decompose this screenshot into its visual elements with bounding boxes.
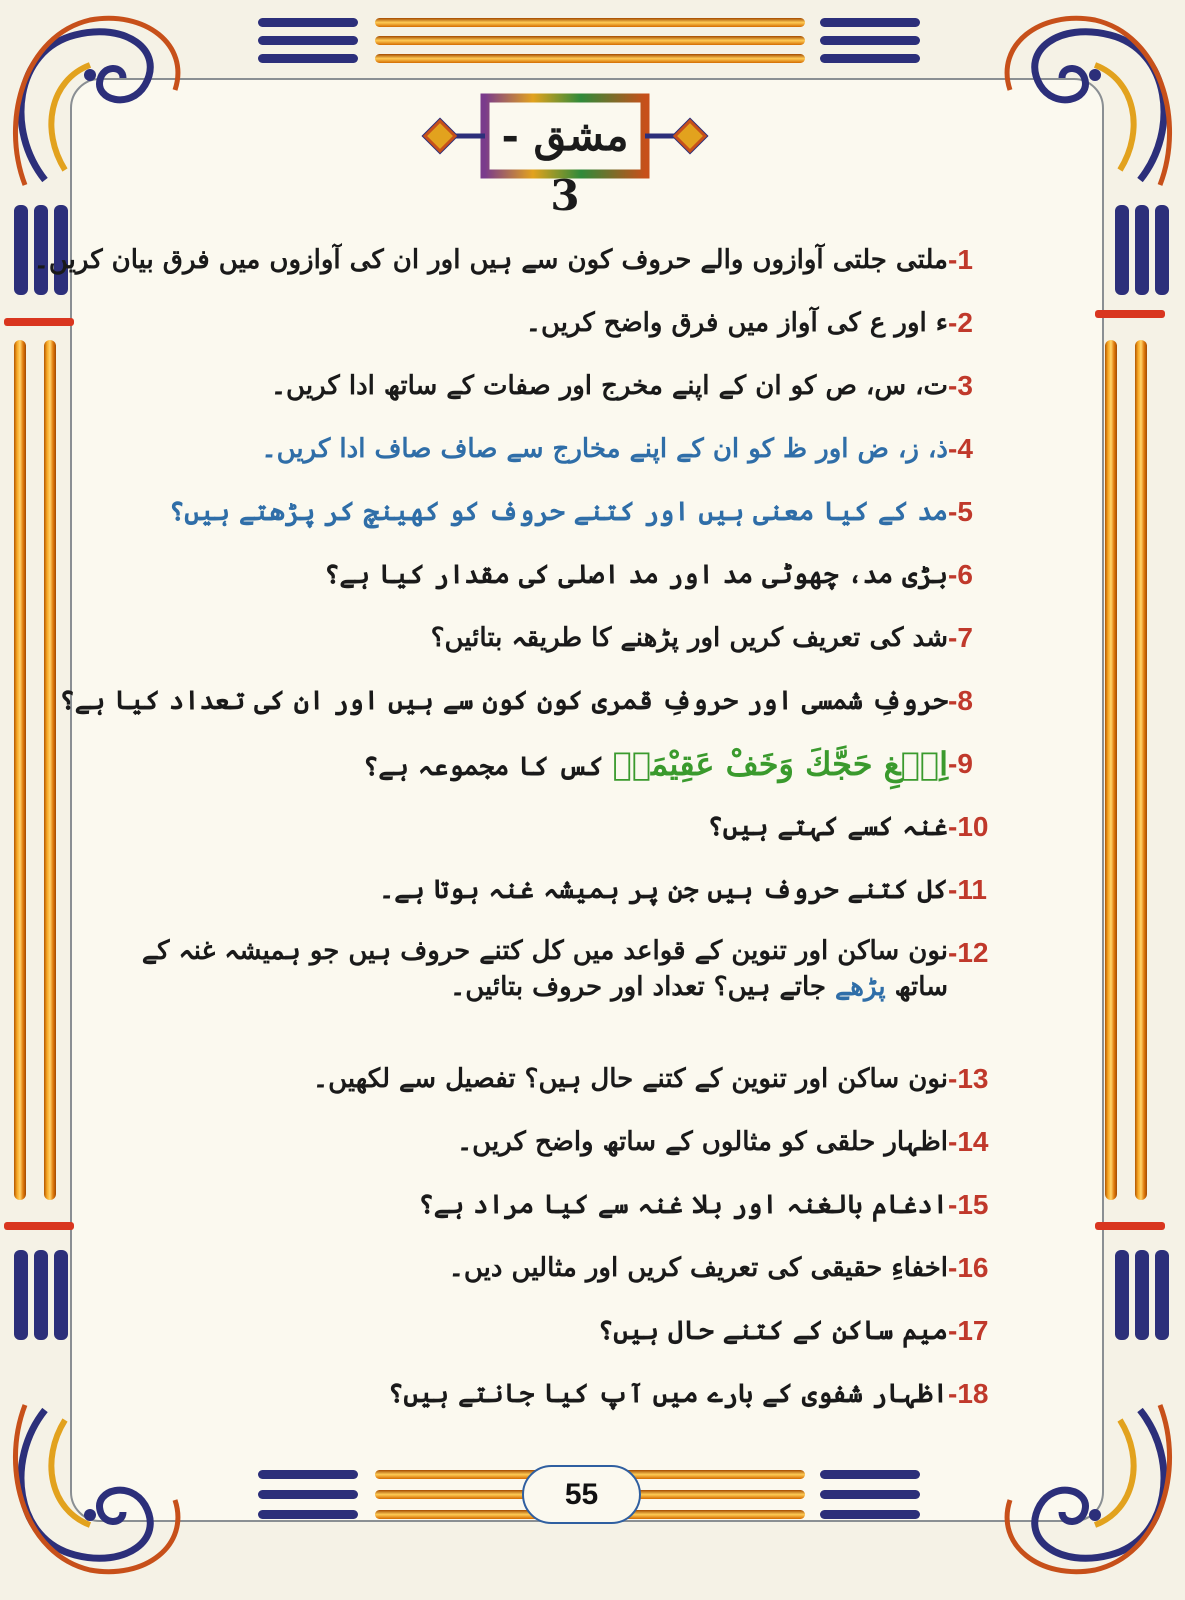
top-navy-band <box>258 54 358 63</box>
item-text: حروفِ شمسی اور حروفِ قمری کون کون سے ہیں اور ان کی تعداد کیا ہے؟ <box>59 686 948 716</box>
right-navy-stripe <box>1115 205 1129 295</box>
item-text: ذ، ز، ض اور ظ کو ان کے اپنے مخارج سے صاف صاف ادا کریں۔ <box>261 434 948 464</box>
question-list <box>33 240 1020 1437</box>
left-cap-line <box>4 318 74 326</box>
page-title: مشق - 3 <box>501 111 629 220</box>
item-text: نون ساکن اور تنوین کے کتنے حال ہیں؟ تفصیل سے لکھیں۔ <box>312 1064 948 1094</box>
list-item <box>100 933 1020 1059</box>
list-item <box>100 807 1020 870</box>
bottom-navy-band <box>258 1490 358 1499</box>
item-text: اخفاءِ حقیقی کی تعریف کریں اور مثالیں دیں۔ <box>448 1253 948 1283</box>
item-text-suffix: کس کا مجموعہ ہے؟ <box>363 752 604 782</box>
list-item <box>59 681 1020 744</box>
item-number: -15 <box>948 1189 989 1220</box>
item-number: -7 <box>948 622 973 653</box>
item-text: میم ساکن کے کتنے حال ہیں؟ <box>598 1316 948 1346</box>
right-pillar <box>1095 340 1157 1200</box>
item-text <box>100 933 948 1005</box>
item-text: اظہار شفوی کے بارے میں آپ کیا جانتے ہیں؟ <box>388 1379 948 1409</box>
left-navy-stripe <box>34 1250 48 1340</box>
item-text: ت، س، ص کو ان کے اپنے مخرج اور صفات کے ساتھ ادا کریں۔ <box>270 371 948 401</box>
list-item <box>100 1374 1020 1437</box>
list-item <box>100 366 1020 429</box>
left-cap-line <box>4 1222 74 1230</box>
left-navy-stripe <box>54 1250 68 1340</box>
list-item <box>100 1122 1020 1185</box>
right-cap-line <box>1095 310 1165 318</box>
left-navy-stripe <box>14 205 28 295</box>
top-navy-band <box>258 18 358 27</box>
list-item <box>100 744 1020 807</box>
bottom-navy-band <box>258 1470 358 1479</box>
corner-swirl-top-right <box>990 10 1180 190</box>
item-number: -6 <box>948 559 973 590</box>
item-text: ملتی جلتی آوازوں والے حروف کون سے ہیں اور ان کی آوازوں میں فرق بیان کریں۔ <box>33 245 948 275</box>
item-number: -16 <box>948 1252 989 1283</box>
top-navy-band <box>820 18 920 27</box>
item-text-part: جاتے ہیں؟ تعداد اور حروف بتائیں۔ <box>449 972 826 1002</box>
bottom-navy-band <box>820 1510 920 1519</box>
top-navy-band <box>258 36 358 45</box>
list-item <box>100 303 1020 366</box>
item-text-part: نون ساکن اور تنوین کے قواعد میں کل کتنے حروف ہیں جو ہمیشہ غنہ کے ساتھ <box>141 936 948 1002</box>
top-navy-band <box>820 36 920 45</box>
list-item <box>100 1185 1020 1248</box>
item-text: اظہار حلقی کو مثالوں کے ساتھ واضح کریں۔ <box>456 1127 948 1157</box>
top-gold-band <box>375 36 805 45</box>
corner-swirl-top-left <box>5 10 195 190</box>
item-number: -8 <box>948 685 973 716</box>
bottom-navy-band <box>820 1470 920 1479</box>
item-number: -18 <box>948 1378 989 1409</box>
item-number: -11 <box>948 874 987 905</box>
item-number: -9 <box>948 748 973 779</box>
item-text: ادغام بالغنہ اور بلا غنہ سے کیا مراد ہے؟ <box>418 1190 948 1220</box>
left-pillar <box>4 340 66 1200</box>
item-number: -3 <box>948 370 973 401</box>
list-item <box>100 429 1020 492</box>
item-text: کل کتنے حروف ہیں جن پر ہمیشہ غنہ ہوتا ہے۔ <box>379 875 948 905</box>
top-navy-band <box>820 54 920 63</box>
item-number: -13 <box>948 1063 989 1094</box>
list-item <box>100 1311 1020 1374</box>
right-cap-line <box>1095 1222 1165 1230</box>
item-number: -17 <box>948 1315 989 1346</box>
item-text: بڑی مد، چھوٹی مد اور مد اصلی کی مقدار کیا ہے؟ <box>324 560 948 590</box>
list-item <box>100 555 1020 618</box>
top-gold-band <box>375 18 805 27</box>
left-navy-stripe <box>14 1250 28 1340</box>
bottom-navy-band <box>820 1490 920 1499</box>
item-number: -12 <box>948 937 989 968</box>
list-item <box>100 870 1020 933</box>
item-text: ء اور ع کی آواز میں فرق واضح کریں۔ <box>525 308 948 338</box>
top-gold-band <box>375 54 805 63</box>
item-text: شد کی تعریف کریں اور پڑھنے کا طریقہ بتائیں؟ <box>430 623 948 653</box>
item-number: -1 <box>948 244 973 275</box>
list-item <box>100 618 1020 681</box>
right-navy-stripe <box>1155 1250 1169 1340</box>
item-number: -14 <box>948 1126 989 1157</box>
item-number: -2 <box>948 307 973 338</box>
right-navy-stripe <box>1135 1250 1149 1340</box>
right-navy-stripe <box>1115 1250 1129 1340</box>
item-number: -10 <box>948 811 989 842</box>
bottom-navy-band <box>258 1510 358 1519</box>
highlighted-word: پڑھے <box>835 972 886 1002</box>
item-text: غنہ کسے کہتے ہیں؟ <box>707 812 948 842</box>
arabic-phrase: اِبۡغِ حَجَّكَ وَخَفْ عَقِیْمَہٗ <box>612 745 948 783</box>
item-text <box>100 744 948 787</box>
list-item <box>33 240 1020 303</box>
page-number: 55 <box>522 1465 641 1524</box>
item-number: -4 <box>948 433 973 464</box>
right-navy-stripe <box>1155 205 1169 295</box>
list-item <box>100 492 1020 555</box>
item-text: مد کے کیا معنی ہیں اور کتنے حروف کو کھینچ کر پڑھتے ہیں؟ <box>169 497 948 527</box>
list-item <box>100 1059 1020 1122</box>
item-number: -5 <box>948 496 973 527</box>
right-navy-stripe <box>1135 205 1149 295</box>
list-item <box>100 1248 1020 1311</box>
title-ornament <box>415 86 715 220</box>
